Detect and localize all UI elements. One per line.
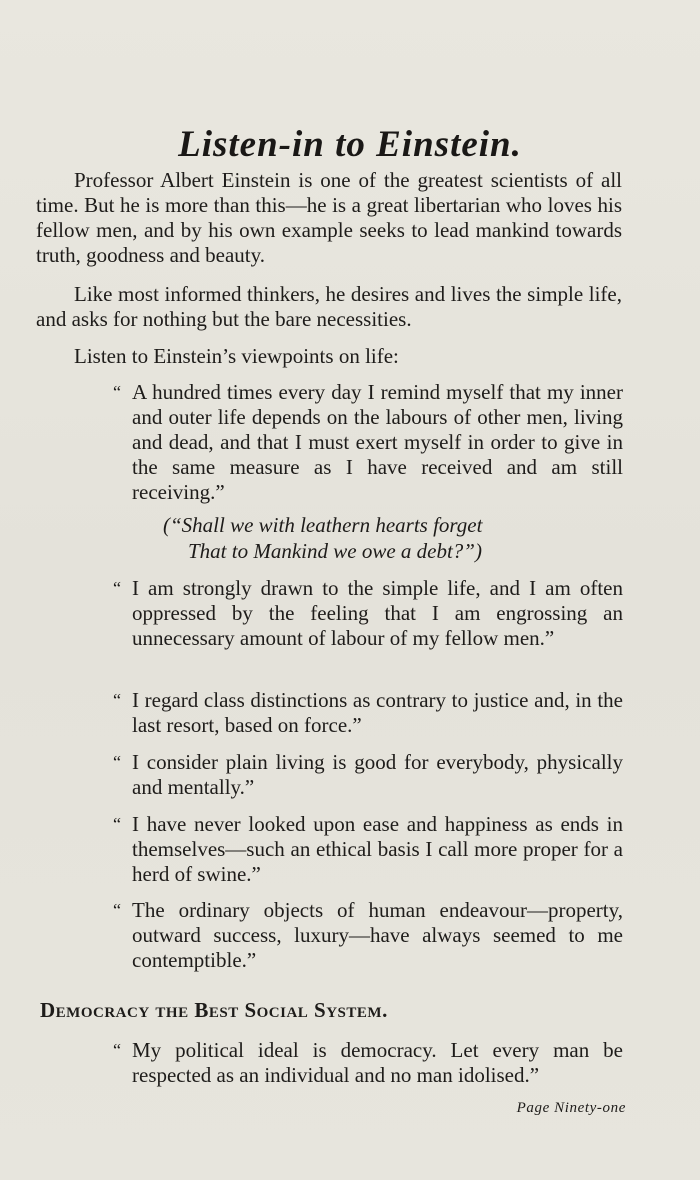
quote-text: I consider plain living is good for everybody, physically and mentally.” <box>132 750 623 799</box>
verse-line-2: That to Mankind we owe a debt?”) <box>188 539 482 563</box>
simple-life-paragraph: Like most informed thinkers, he desires and lives the simple life, and asks for nothing but the bare necessities. <box>36 282 622 331</box>
quote-text: The ordinary objects of human endeavour—property, outward success, luxury—have always seemed to me contemptible.” <box>132 898 623 972</box>
opening-quote-mark: “ <box>113 382 121 402</box>
quote-plain-living <box>113 750 623 800</box>
opening-quote-mark: “ <box>113 690 121 710</box>
quote-ease-happiness <box>113 812 623 887</box>
page-title: Listen-in to Einstein. <box>178 123 522 165</box>
quote-text: I regard class distinctions as contrary to justice and, in the last resort, based on force.” <box>132 688 623 737</box>
quote-hundred-times <box>113 380 623 505</box>
quote-democracy <box>113 1038 623 1088</box>
quote-text: I am strongly drawn to the simple life, and I am often oppressed by the feeling that I am engrossing an unnecessary amount of labour of my fellow men.” <box>132 576 623 650</box>
opening-quote-mark: “ <box>113 814 121 834</box>
verse-line-1: (“Shall we with leathern hearts forget <box>163 513 483 537</box>
opening-quote-mark: “ <box>113 752 121 772</box>
section-heading: Democracy the Best Social System. <box>40 998 388 1022</box>
viewpoints-lead-in: Listen to Einstein’s viewpoints on life: <box>74 344 399 368</box>
page-number: Page Ninety-one <box>516 1100 626 1116</box>
opening-quote-mark: “ <box>113 578 121 598</box>
opening-quote-mark: “ <box>113 1040 121 1060</box>
quote-text: I have never looked upon ease and happiness as ends in themselves—such an ethical basis I call more proper for a herd of swine.” <box>132 812 623 886</box>
intro-paragraph: Professor Albert Einstein is one of the greatest scientists of all time. But he is more than this—he is a great libertarian who loves his fellow men, and by his own example seeks to lead mankind towards truth, goodness and beauty. <box>36 168 622 267</box>
quote-text: My political ideal is democracy. Let every man be respected as an individual and no man idolised.” <box>132 1038 623 1087</box>
quote-simple-life <box>113 576 623 651</box>
quote-text: A hundred times every day I remind myself that my inner and outer life depends on the labours of other men, living and dead, and that I must exert myself in order to give in the same measure as I have received and am still receiving.” <box>132 380 623 504</box>
quote-class-distinctions <box>113 688 623 738</box>
opening-quote-mark: “ <box>113 900 121 920</box>
quote-ordinary-objects <box>113 898 623 973</box>
